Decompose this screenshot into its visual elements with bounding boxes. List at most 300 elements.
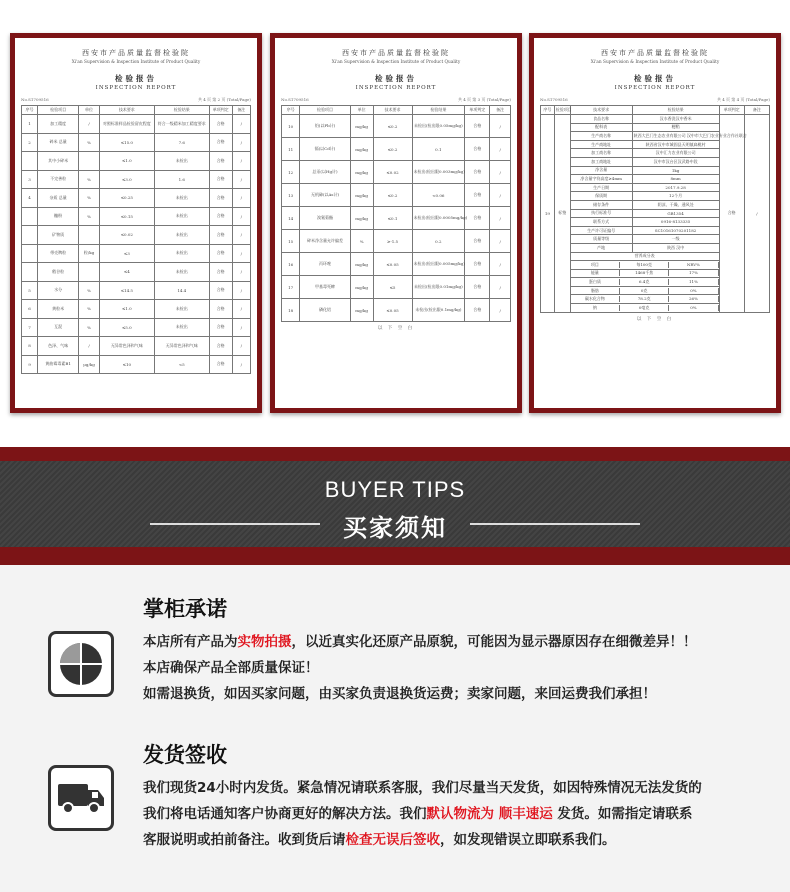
report-cell: 合格 [465,161,490,184]
report-table-2 [281,105,511,322]
report-header-row [541,106,770,115]
report-cell: 合格 [209,207,232,226]
report-cell: 合格 [465,299,490,322]
report-cell: ≤0.2 [373,184,412,207]
nutrition-value: 脂肪 [571,288,620,294]
report-cell: ≤0.2 [373,138,412,161]
report-cell: 矿物质 [38,226,79,245]
report-row [541,115,770,124]
report-cell: 9 [22,355,38,374]
report-row [282,161,511,184]
report-cell: 检验结果 [632,106,719,115]
nutrition-row-cell [570,269,719,278]
report-cell: 汉水香洗汉中香米 [632,115,719,124]
report-cell: / [744,115,769,313]
report-row [22,318,251,337]
nutrition-header: 每100克 [620,262,669,268]
report-cell: 水分 [38,281,79,300]
report-cell: 16 [282,253,300,276]
report-cell: 互混 [38,318,79,337]
report-cell: 单项判定 [465,106,490,115]
nutrition-value: 78.2克 [620,296,669,302]
tip-line [143,629,763,655]
report-cell [79,226,100,245]
report-cell: 糠粉 [38,207,79,226]
report-cell: 未检出(检出限0.1mg/kg) [412,299,465,322]
nutrition-value: 0% [669,288,718,294]
nutrition-value: 1468千焦 [620,270,669,276]
report-row [22,244,251,263]
report-cell: <5 [154,355,209,374]
report-row [22,337,251,356]
nutrition-value: 17% [669,270,718,276]
report-cell: 技术要求 [373,106,412,115]
report-cell: 镉(以Cd计) [300,138,350,161]
report-row [22,152,251,171]
report-card-3 [529,33,781,413]
report-cell: 检验项目 [554,106,570,115]
report-cell [22,207,38,226]
report-cell: 碎米 总量 [38,133,79,152]
tips-section [0,565,790,892]
report-cell: 10 [282,115,300,138]
tip-title: 发货签收 [143,743,227,767]
report-cell: ≤14.5 [99,281,154,300]
tip-body [143,629,763,707]
report-cell: 18 [282,299,300,322]
report-cell: / [232,337,250,356]
report-title-cn: 检验报告 [115,74,157,83]
report-cell [22,226,38,245]
inspection-reports [0,0,790,430]
report-cell: mg/kg [350,299,373,322]
report-cell: 备注 [744,106,769,115]
report-cell: 0916-8133335 [632,218,719,227]
report-cell: 磷化铝 [300,299,350,322]
report-cell: 技术要求 [570,106,632,115]
nutrition-value: 0% [669,305,718,311]
report-cell: 检验结果 [412,106,465,115]
report-cell: 合格 [209,133,232,152]
report-cell: GB1354 [632,209,719,218]
report-cell: 合格 [209,244,232,263]
report-cell [22,263,38,282]
report-cell: 铅(以Pb计) [300,115,350,138]
report-cell: / [232,189,250,208]
report-cell: 粒/kg [79,244,100,263]
report-title-en: INSPECTION REPORT [95,85,177,91]
report-cell: 1 [22,115,38,134]
report-cell: 带壳稗粒 [38,244,79,263]
report-cell: 未检出 [154,300,209,319]
nutrition-value: 能量 [571,270,620,276]
report-cell: / [232,355,250,374]
report-cell: mg/kg [350,276,373,299]
report-cell: % [79,318,100,337]
report-cell: 未检出 [154,226,209,245]
report-cell: / [490,253,511,276]
report-cell: 未检出(检出限0.05mg/kg) [412,115,465,138]
report-table-3 [540,105,770,313]
report-cell: 对照标准样品检验留皮程度 [99,115,154,134]
report-cell: 稻谷粒 [38,263,79,282]
report-cell: ≤3 [99,244,154,263]
report-cell: / [490,299,511,322]
report-org-en: Xi'an Supervision & Inspection Institute of Product Quality [590,60,720,65]
report-row [282,253,511,276]
report-cell: 生产许可证编号 [570,226,632,235]
nutrition-row-cell [570,286,719,295]
report-cell: ≤10 [99,355,154,374]
report-row [282,276,511,299]
nutrition-value: 6.4克 [620,279,669,285]
report-cell: 合格 [209,355,232,374]
report-cell: 技术要求 [99,106,154,115]
report-cell: / [232,207,250,226]
report-cell: 净含量字符高度≥4mm [570,175,632,184]
report-cell: 合格 [465,276,490,299]
report-cell: 未检出 [154,189,209,208]
nutrition-value: 26% [669,296,718,302]
tip-line [143,827,763,853]
report-cell: 12个月 [632,192,719,201]
report-cell: 阴凉、干燥、通风处 [632,200,719,209]
report-header-row [282,106,511,115]
report-cell: 7 [22,318,38,337]
report-org-en: Xi'an Supervision & Inspection Institute of Product Quality [71,60,201,65]
report-org-cn: 西安市产品质量监督检验院 [601,49,709,57]
report-cell: 3 [22,170,38,189]
report-cell: 合格 [209,318,232,337]
report-cell: mg/kg [350,253,373,276]
report-cell: % [79,170,100,189]
nutrition-row-cell [570,304,719,313]
report-row [282,230,511,253]
report-org-cn: 西安市产品质量监督检验院 [342,49,450,57]
report-cell: 合格 [465,207,490,230]
report-cell: 标签 [554,115,570,313]
report-cell: 合格 [209,281,232,300]
report-cell: 单项判定 [209,106,232,115]
report-cell: ≤0.15 [99,207,154,226]
report-cell: / [232,300,250,319]
report-cell: 溴氰菊酯 [300,207,350,230]
report-title-cn: 检验报告 [375,74,417,83]
report-cell: mg/kg [350,138,373,161]
report-cell: % [79,207,100,226]
report-cell: 总汞(以Hg计) [300,161,350,184]
report-cell: 营养成分表 [570,252,719,261]
nutrition-value: 0克 [620,288,669,294]
report-row [282,138,511,161]
report-cell: 合格 [719,115,744,313]
report-cell: 1.6 [154,170,209,189]
tip-text: ，如发现错误立即联系我们。 [440,832,616,848]
report-title-en: INSPECTION REPORT [355,85,437,91]
report-cell: 11 [282,138,300,161]
report-cell: 黄曲霉毒素B1 [38,355,79,374]
report-cell: 备注 [232,106,250,115]
report-row [282,115,511,138]
tip-line: 我们现货24小时内发货。紧急情况请联系客服，我们尽量当天发货，如因特殊情况无法发货的 [143,780,702,796]
report-cell: 执行标准号 [570,209,632,218]
tip-text: 我们将电话通知客户协商更好的解决方法。我们 [143,806,427,822]
report-cell: 14 [282,207,300,230]
report-row [22,300,251,319]
report-cell: 其中小碎米 [38,152,79,171]
report-cell: 生产日期 [570,183,632,192]
report-cell: 0.2 [412,230,465,253]
report-number: No.S1709516 [21,97,49,102]
report-cell: / [490,207,511,230]
nutrition-row-cell [570,295,719,304]
report-cell [22,152,38,171]
report-cell: % [79,281,100,300]
report-row [282,299,511,322]
report-cell: ≤0.25 [99,189,154,208]
report-cell: ≤4 [99,263,154,282]
report-cell: 合格 [465,115,490,138]
report-cell: ≤0.05 [373,299,412,322]
report-cell: 检验结果 [154,106,209,115]
tip-text: 本店所有产品为 [143,634,238,650]
nutrition-row-cell [570,278,719,287]
nutrition-value: 蛋白质 [571,279,620,285]
report-cell: 未检出 [154,207,209,226]
report-cell: 汉中市汉台区汉武路中段 [632,157,719,166]
report-cell: ≥-1.5 [373,230,412,253]
report-cell: 配料表 [570,123,632,132]
report-row [22,355,251,374]
report-cell: 产地 [570,243,632,252]
report-cell: 13 [282,184,300,207]
report-cell: 单位 [79,106,100,115]
nutrition-value: 0毫克 [620,305,669,311]
report-cell: / [490,138,511,161]
tip-text: 客服说明或拍前备注。收到货后请 [143,832,346,848]
report-cell: 汉中汇力农业有限公司 [632,149,719,158]
banner-title-cn: 买家须知 [343,514,447,542]
pie-chart-icon [48,631,114,697]
report-cell: <0.06 [412,184,465,207]
report-cell: / [232,263,250,282]
report-cell: 17 [282,276,300,299]
report-card-2 [270,33,522,413]
report-cell: 4 [22,189,38,208]
tip-text: ，以近真实化还原产品原貌，可能因为显示器原因存在细微差异！！ [291,634,697,650]
report-cell: 生产商名称 [570,132,632,141]
report-cell: 单项判定 [719,106,744,115]
report-cell: ≤5 [373,276,412,299]
report-cell: 检验项目 [300,106,350,115]
report-cell: 储存条件 [570,200,632,209]
report-cell: ≤1.0 [99,300,154,319]
report-cell: 未检出 [154,244,209,263]
report-cell: 碎米净含量允许偏差 [300,230,350,253]
report-cell: 单位 [350,106,373,115]
report-cell: 加工商名称 [570,149,632,158]
buyer-tips-banner [0,447,790,565]
report-cell: 甲基毒死蜱 [300,276,350,299]
report-cell: 丙环唑 [300,253,350,276]
report-cell: 序号 [541,106,555,115]
report-cell: / [232,170,250,189]
report-cell: 合格 [465,230,490,253]
report-cell: 合格 [209,115,232,134]
report-cell: 食品名称 [570,115,632,124]
report-cell: ≤1.0 [99,152,154,171]
report-cell: ≤15.0 [99,133,154,152]
report-cell: mg/kg [350,207,373,230]
report-cell: / [79,115,100,134]
report-cell: / [79,337,100,356]
tip-text: 发货。如需指定请联系 [552,806,693,822]
report-cell: 符合一级精米加工精度要求 [154,115,209,134]
report-cell: 未检出(检出限0.0005mg/kg) [412,207,465,230]
report-cell: 粳稻 [632,123,719,132]
report-cell: 合格 [209,170,232,189]
report-cell: 合格 [465,184,490,207]
delivery-truck-icon [48,765,114,831]
report-cell: ≤0.2 [373,115,412,138]
report-cell: 合格 [209,152,232,171]
report-page: 共 4 页 第 4 页 (Total/Page) [716,97,770,102]
report-cell: 未检出 [154,263,209,282]
report-cell: ≤0.02 [373,161,412,184]
report-cell: % [79,300,100,319]
tip-highlight: 默认物流为 顺丰速运 [426,806,553,822]
report-end-mark: 以 下 空 白 [636,316,674,322]
report-cell: 一级 [632,235,719,244]
report-cell: 序号 [22,106,38,115]
report-cell: / [490,230,511,253]
report-cell: 不完善粒 [38,170,79,189]
report-row [22,189,251,208]
report-cell: 14.4 [154,281,209,300]
report-row [22,226,251,245]
report-number: No.S1709516 [281,97,309,102]
report-cell: 8 [22,337,38,356]
report-cell: 0.1 [412,138,465,161]
report-cell: μg/kg [79,355,100,374]
report-title-cn: 检验报告 [634,74,676,83]
report-cell: 未检出(检出限0.003mg/kg) [412,161,465,184]
report-row [22,115,251,134]
report-card-1 [10,33,262,413]
report-cell: / [232,244,250,263]
report-org-en: Xi'an Supervision & Inspection Institute of Product Quality [331,60,461,65]
nutrition-header-cell [570,261,719,270]
report-cell: ≤0.05 [373,253,412,276]
report-cell: 合格 [209,263,232,282]
tip-line [143,801,763,827]
report-row [282,184,511,207]
report-page: 共 4 页 第 3 页 (Total/Page) [457,97,511,102]
report-cell: / [232,318,250,337]
report-cell: 联系方式 [570,218,632,227]
tip-title: 掌柜承诺 [143,597,227,621]
report-cell: 无异常色泽和气味 [154,337,209,356]
report-cell: / [232,281,250,300]
report-cell [79,263,100,282]
report-cell: 合格 [209,189,232,208]
report-cell: 未检出 [154,152,209,171]
report-cell: 陕西 汉中 [632,243,719,252]
report-cell: / [232,152,250,171]
report-cell: 未检出 [154,318,209,337]
report-cell: 黄粒米 [38,300,79,319]
report-cell: ≤0.1 [373,207,412,230]
report-cell: 合格 [209,300,232,319]
report-cell: / [232,226,250,245]
report-cell: / [490,184,511,207]
report-cell: 合格 [465,138,490,161]
nutrition-value: 碳水化合物 [571,296,620,302]
report-cell: 杂质 总量 [38,189,79,208]
report-cell: mg/kg [350,115,373,138]
report-cell [22,244,38,263]
report-row [22,281,251,300]
report-cell: 序号 [282,106,300,115]
report-cell: 合格 [209,337,232,356]
report-cell: 色泽、气味 [38,337,79,356]
nutrition-value: 11% [669,279,718,285]
report-title-en: INSPECTION REPORT [614,85,696,91]
tip-line: 如需退换货，如因买家问题，由买家负责退换货运费；卖家问题，来回运费我们承担！ [143,686,656,702]
report-number: No.S1709516 [540,97,568,102]
report-cell: 无机砷(以As计) [300,184,350,207]
report-cell: 陕西省汉中市城固县天明镇扁桃村 [632,140,719,149]
nutrition-header: NRV% [669,262,718,268]
report-cell: 5 [22,281,38,300]
report-row [22,263,251,282]
report-cell: % [79,133,100,152]
report-cell: 15 [282,230,300,253]
report-cell: 检验项目 [38,106,79,115]
report-cell [79,152,100,171]
report-cell: % [350,230,373,253]
banner-divider-right [470,523,640,525]
report-cell: % [79,189,100,208]
report-org-cn: 西安市产品质量监督检验院 [82,49,190,57]
tip-highlight: 实物拍摄 [237,634,292,650]
report-cell: 19 [541,115,555,313]
tip-line: 本店确保产品全部质量保证！ [143,660,319,676]
report-cell: ≤3.0 [99,170,154,189]
report-cell: 合格 [209,226,232,245]
report-cell: / [490,276,511,299]
report-cell: 2 [22,133,38,152]
report-cell: 加工商地址 [570,157,632,166]
report-cell: mg/kg [350,184,373,207]
report-cell: mg/kg [350,161,373,184]
report-table-1 [21,105,251,374]
report-row [22,170,251,189]
report-cell: 6 [22,300,38,319]
report-page: 共 4 页 第 2 页 (Total/Page) [197,97,251,102]
report-cell: / [490,115,511,138]
report-cell: / [490,161,511,184]
report-cell: 未检出(检出限0.005mg/kg) [412,253,465,276]
report-cell: 未检出(检出限0.01mg/kg) [412,276,465,299]
report-cell: / [232,133,250,152]
banner-title-en: BUYER TIPS [324,477,466,502]
report-cell: 1kg [632,166,719,175]
report-cell: ≤5.0 [99,318,154,337]
report-end-mark: 以 下 空 白 [377,326,415,331]
report-row [22,133,251,152]
report-cell: 无异常色泽和气味 [99,337,154,356]
